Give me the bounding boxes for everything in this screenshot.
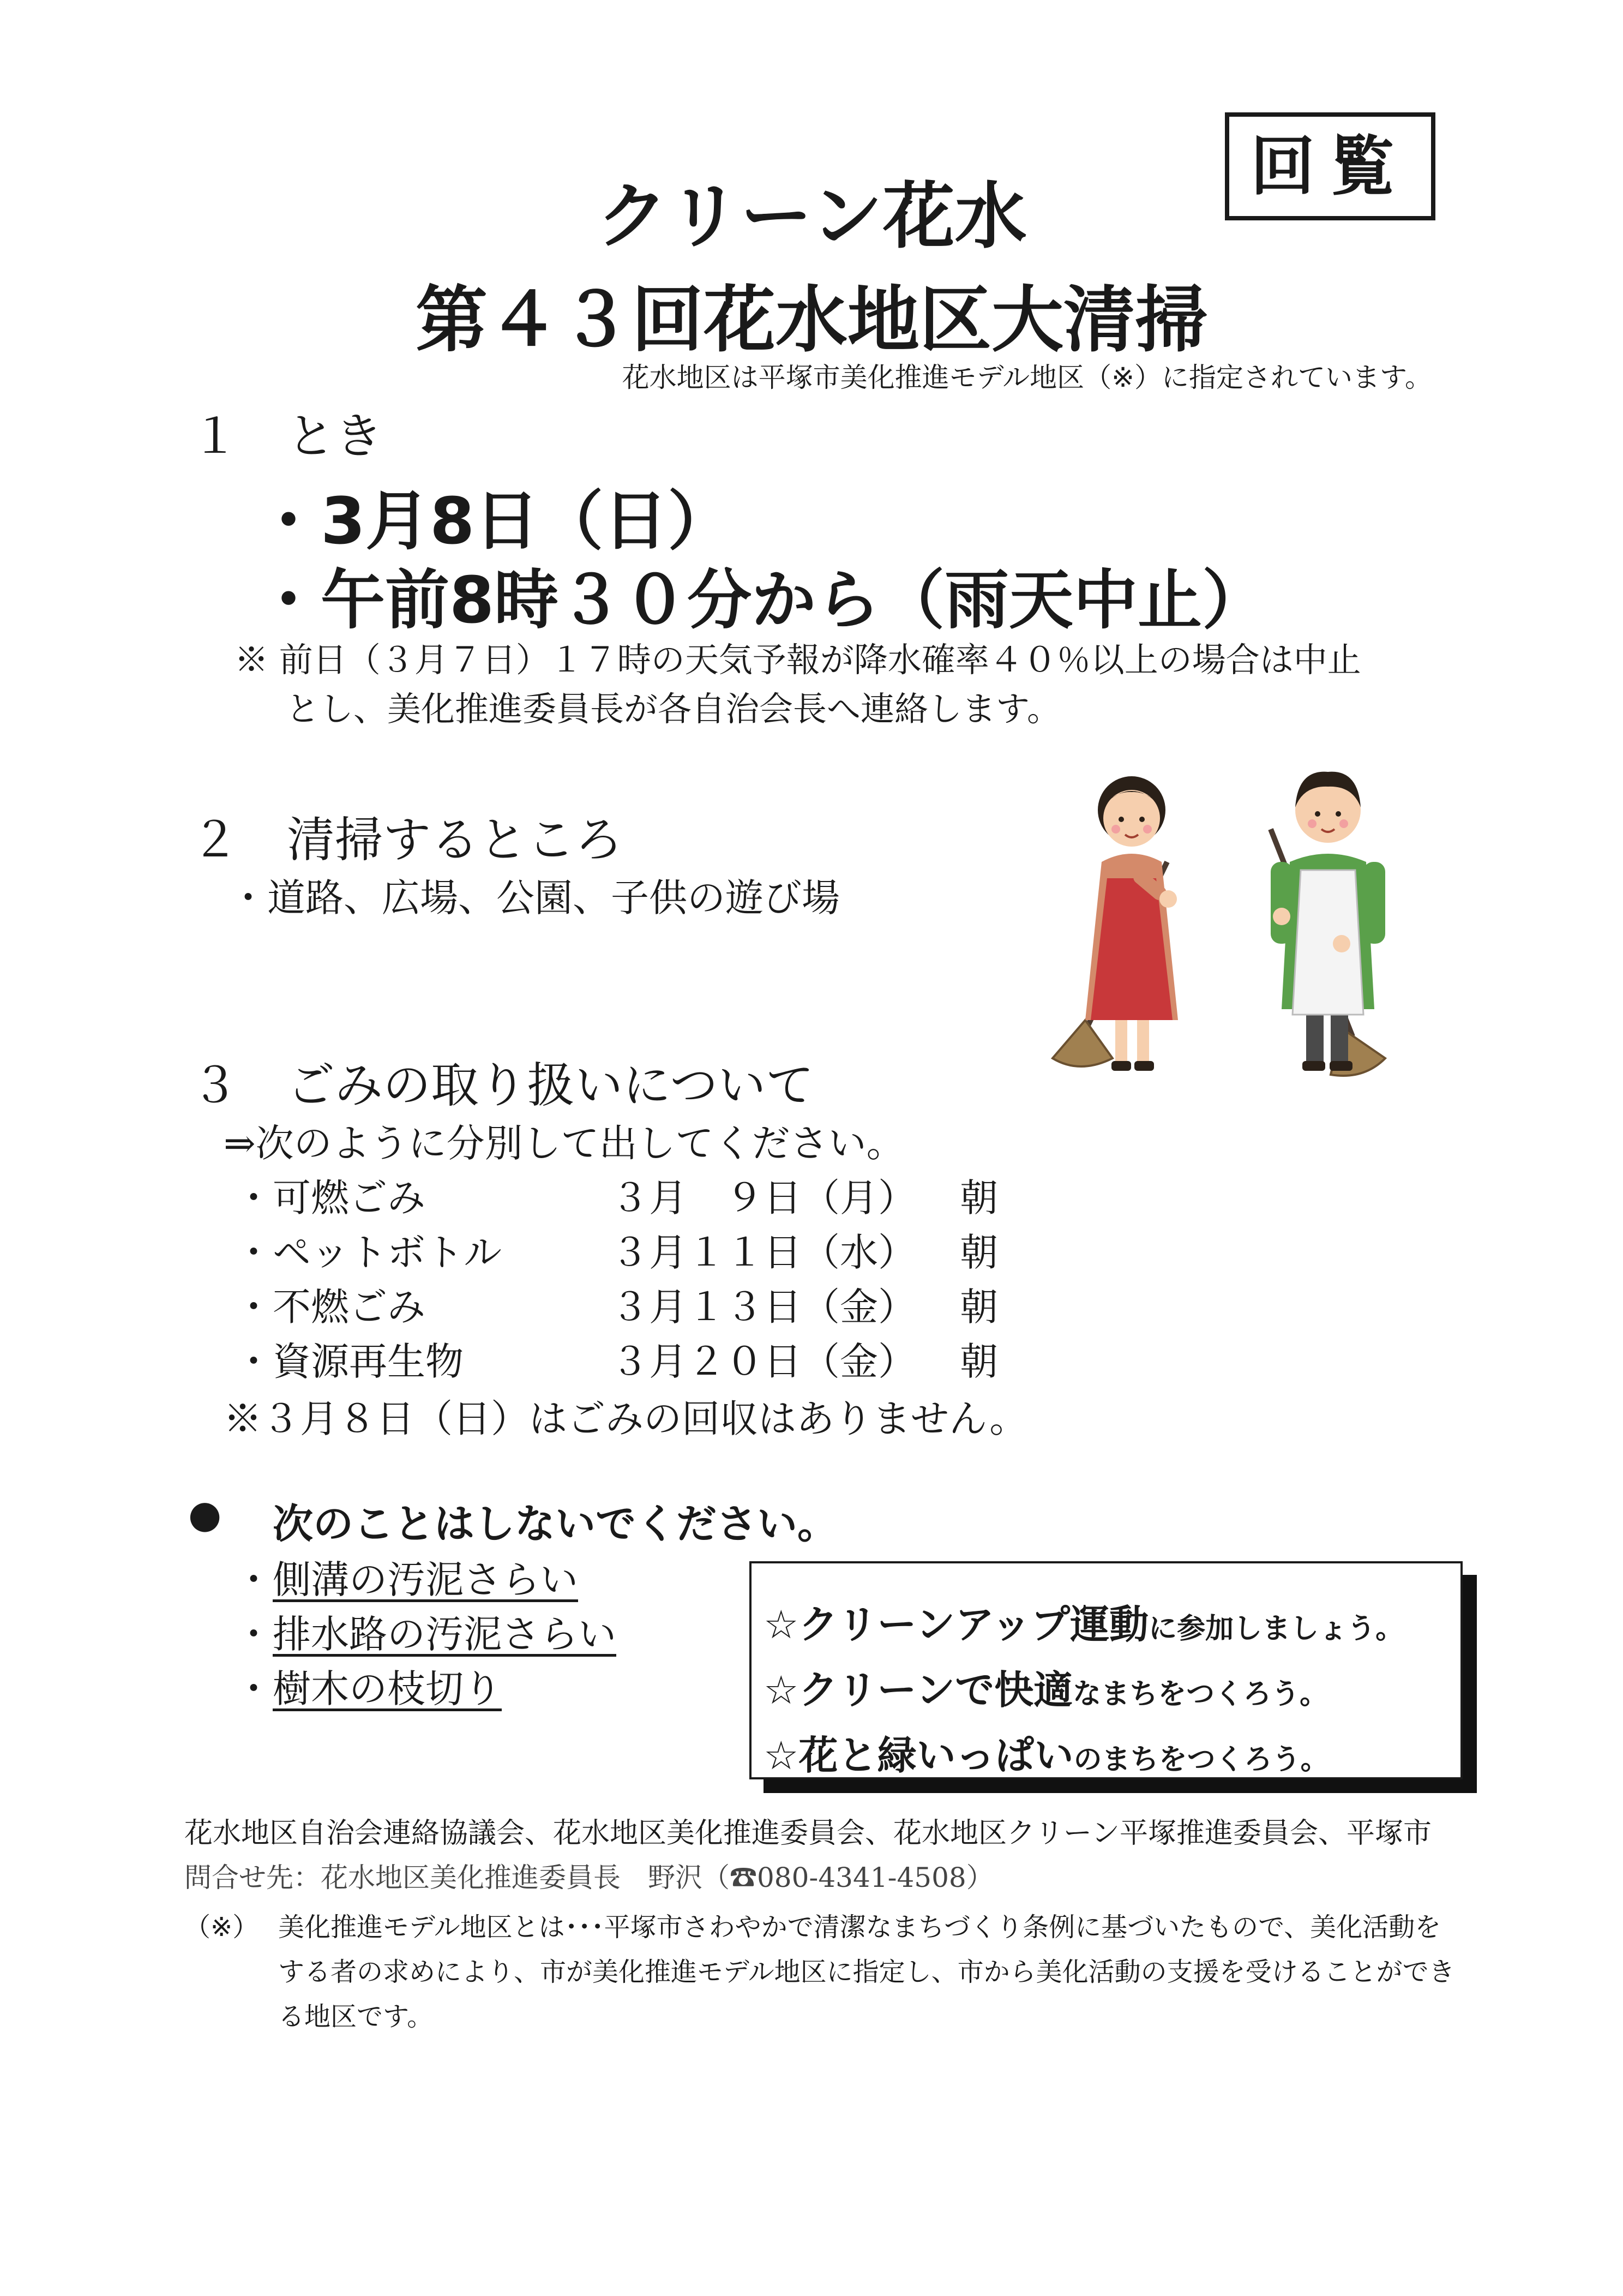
subtitle-note: 花水地区は平塚市美化推進モデル地区（※）に指定されています。 — [622, 362, 1432, 393]
garbage-kind: ・ペットボトル — [235, 1230, 502, 1275]
weather-note-line2: とし、美化推進委員長が各自治会長へ連絡します。 — [286, 689, 1061, 729]
dont-item-text: 排水路の汚泥さらい — [273, 1612, 616, 1657]
collection-date: ３月１３日（金） — [611, 1285, 916, 1329]
collection-time: 朝 — [960, 1230, 998, 1275]
dont-bullet-icon: ● — [188, 1492, 222, 1537]
list-dot: ・ — [235, 1557, 273, 1602]
collection-time: 朝 — [960, 1339, 998, 1384]
title-line-2: 第４３回花水地区大清掃 — [416, 278, 1207, 362]
footnote-line3: る地区です。 — [278, 2001, 434, 2032]
list-dot: ・ — [235, 1612, 273, 1657]
garbage-kind: ・資源再生物 — [235, 1339, 464, 1384]
slogan-small: に参加しましょう。 — [1149, 1612, 1404, 1645]
slogan-line — [764, 1593, 1404, 1650]
collection-date: ３月 ９日（月） — [611, 1176, 916, 1220]
star-icon: ☆ — [764, 1733, 799, 1778]
slogan-bold: クリーンで快適 — [798, 1667, 1073, 1713]
garbage-schedule-table — [235, 1167, 1053, 1396]
dont-item — [235, 1549, 578, 1604]
star-icon: ☆ — [764, 1667, 799, 1713]
kairan-label: 回覧 — [1250, 129, 1410, 204]
donts-heading: 次のことはしないでください。 — [273, 1501, 838, 1548]
list-dot: ・ — [235, 1666, 273, 1711]
section1-heading: １ とき — [191, 408, 383, 464]
slogan-line — [764, 1658, 1328, 1715]
collection-date: ３月１１日（水） — [611, 1230, 916, 1275]
dont-item — [235, 1604, 616, 1659]
cleaning-people-illustration — [1014, 753, 1418, 1091]
collection-time: 朝 — [960, 1176, 998, 1220]
slogan-bold: 花と緑いっぱい — [798, 1733, 1074, 1778]
no-collection-note: ※３月８日（日）はごみの回収はありません。 — [224, 1396, 1028, 1441]
dont-item-text: 樹木の枝切り — [273, 1666, 502, 1711]
footnote-line2: する者の求めにより、市が美化推進モデル地区に指定し、市から美化活動の支援を受けることができ — [278, 1957, 1455, 1987]
footnote-mark: （※） — [184, 1912, 259, 1943]
garbage-kind: ・不燃ごみ — [235, 1285, 425, 1329]
slogan-small: のまちをつくろう。 — [1073, 1743, 1329, 1776]
sorting-intro: ⇒次のように分別して出してください。 — [224, 1121, 905, 1166]
slogan-line — [764, 1724, 1329, 1781]
footnote-line1: 美化推進モデル地区とは･･･平塚市さわやかで清潔なまちづくり条例に基づいたもので、美化活動を — [278, 1912, 1441, 1943]
event-date: ・3月8日（日） — [256, 483, 732, 559]
garbage-kind: ・可燃ごみ — [235, 1176, 425, 1220]
event-time: ・午前8時３０分から（雨天中止） — [256, 562, 1267, 638]
star-icon: ☆ — [764, 1602, 799, 1647]
title-line-1: クリーン花水 — [596, 175, 1027, 259]
weather-note-line1: ※ 前日（３月７日）１７時の天気予報が降水確率４０％以上の場合は中止 — [235, 640, 1361, 680]
collection-time: 朝 — [960, 1285, 998, 1329]
collection-date: ３月２０日（金） — [611, 1339, 916, 1384]
contact-info: 問合せ先：花水地区美化推進委員長 野沢（☎080-4341-4508） — [184, 1862, 994, 1893]
woman-sweeping-icon — [1053, 776, 1178, 1071]
man-sweeping-icon — [1271, 772, 1385, 1076]
dont-item — [235, 1658, 502, 1713]
organizers: 花水地区自治会連絡協議会、花水地区美化推進委員会、花水地区クリーン平塚推進委員会、平塚市 — [184, 1817, 1432, 1850]
cleaning-places: ・道路、広場、公園、子供の遊び場 — [229, 876, 840, 920]
slogan-bold: クリーンアップ運動 — [798, 1602, 1149, 1647]
section2-heading: ２ 清掃するところ — [191, 812, 623, 868]
section3-heading: ３ ごみの取り扱いについて — [191, 1057, 814, 1113]
slogan-small: なまちをつくろう。 — [1073, 1678, 1329, 1711]
dont-item-text: 側溝の汚泥さらい — [273, 1557, 578, 1602]
